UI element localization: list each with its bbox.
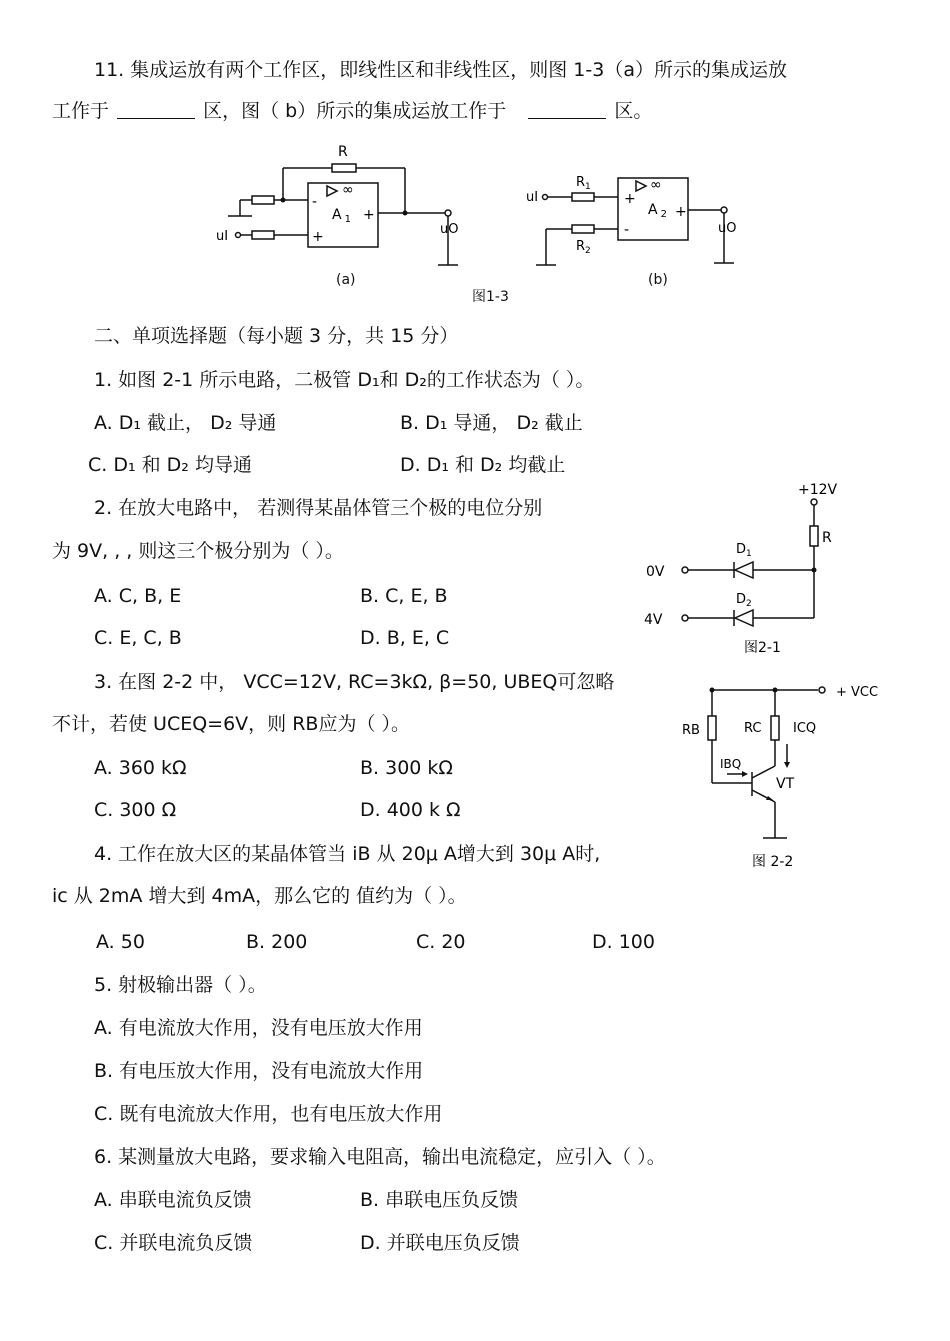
resistor-r-2-1 [810, 526, 818, 546]
label-ui-a: uI [216, 229, 229, 244]
q4-option-b[interactable]: B. 200 [246, 931, 308, 953]
label-plus-b: + [624, 191, 636, 207]
q3-stem-line1: 3. 在图 2-2 中， VCC=12V, RC=3kΩ, β=50, UBEQ可忽略 [94, 671, 615, 693]
label-minus-b: - [624, 222, 630, 238]
resistor-rb [708, 716, 716, 740]
label-a2: A $_2$ [648, 202, 667, 220]
q1-option-a[interactable]: A. D₁ 截止， D₂ 导通 [94, 412, 277, 434]
label-uo-b: uO [718, 221, 737, 236]
figure-2-2 [670, 678, 890, 878]
label-icq: ICQ [793, 721, 817, 736]
caption-a: (a) [336, 272, 356, 288]
label-vcc: + VCC [836, 685, 879, 700]
q2-option-c[interactable]: C. E, C, B [94, 627, 182, 649]
diode-d2 [735, 610, 753, 626]
resistor-r1 [572, 193, 594, 201]
figure-2-1 [638, 478, 858, 663]
caption-b: (b) [648, 272, 668, 288]
q3-option-a[interactable]: A. 360 kΩ [94, 757, 187, 779]
q3-option-c[interactable]: C. 300 Ω [94, 799, 177, 821]
q11-line2-part1: 工作于 [52, 100, 110, 122]
label-12v: +12V [798, 482, 838, 498]
q6-stem: 6. 某测量放大电路，要求输入电阻高，输出电流稳定，应引入（ ）。 [94, 1146, 666, 1168]
q3-option-d[interactable]: D. 400 k Ω [360, 799, 461, 821]
q1-option-b[interactable]: B. D₁ 导通， D₂ 截止 [400, 412, 583, 434]
label-r-2-1: R [822, 530, 832, 546]
label-plus-a: + [312, 229, 324, 245]
q4-option-a[interactable]: A. 50 [96, 931, 145, 953]
caption-fig-2-2: 图 2-2 [752, 854, 794, 870]
q5-stem: 5. 射极输出器（ ）。 [94, 974, 267, 996]
label-a1: A $_1$ [332, 207, 351, 225]
resistor-r-input-a [252, 196, 274, 204]
label-out-plus-b: + [675, 204, 687, 220]
label-uo-a: uO [440, 222, 459, 237]
label-r2: $R_2$ [576, 239, 591, 256]
label-r1: $R_1$ [576, 175, 591, 192]
label-ui-b: uI [526, 190, 539, 205]
q11-line2 [52, 99, 652, 123]
resistor-r-feedback-a [332, 164, 356, 172]
section-2-title: 二、单项选择题（每小题 3 分，共 15 分） [94, 325, 459, 347]
label-infinity-a: ∞ [342, 182, 354, 198]
label-r: R [338, 144, 348, 160]
q2-option-d[interactable]: D. B, E, C [360, 627, 450, 649]
q4-stem-line1: 4. 工作在放大区的某晶体管当 iB 从 20μ A增大到 30μ A时, [94, 843, 601, 865]
q1-stem: 1. 如图 2-1 所示电路，二极管 D₁和 D₂的工作状态为（ ）。 [94, 369, 595, 391]
answer-blank-b[interactable] [528, 100, 606, 119]
label-d2: $D_2$ [736, 592, 752, 609]
q1-option-d[interactable]: D. D₁ 和 D₂ 均截止 [400, 454, 566, 476]
resistor-r2 [572, 225, 594, 233]
q3-stem-line2: 不计，若使 UCEQ=6V，则 RB应为（ ）。 [52, 713, 410, 735]
q11-line1: 11. 集成运放有两个工作区，即线性区和非线性区，则图 1-3（a）所示的集成运放 [94, 59, 787, 81]
answer-blank-a[interactable] [117, 100, 195, 119]
label-minus-a: - [312, 194, 318, 210]
diode-d1 [735, 562, 753, 578]
q6-option-a[interactable]: A. 串联电流负反馈 [94, 1189, 252, 1211]
resistor-r-bias-a [252, 231, 274, 239]
q11-line2-part2: 区，图（ b）所示的集成运放工作于 [203, 100, 507, 122]
q2-option-a[interactable]: A. C, B, E [94, 585, 182, 607]
label-rb: RB [682, 723, 700, 738]
q2-option-b[interactable]: B. C, E, B [360, 585, 448, 607]
q5-option-b[interactable]: B. 有电压放大作用，没有电流放大作用 [94, 1060, 424, 1082]
q1-option-c[interactable]: C. D₁ 和 D₂ 均导通 [88, 454, 252, 476]
q2-stem-line2: 为 9V, , , 则这三个极分别为（ ）。 [52, 540, 344, 562]
q6-option-c[interactable]: C. 并联电流负反馈 [94, 1232, 253, 1254]
label-rc: RC [744, 721, 762, 736]
label-vt: VT [776, 776, 795, 792]
label-infinity-b: ∞ [650, 177, 662, 193]
q4-stem-line2: ic 从 2mA 增大到 4mA，那么它的 值约为（ ）。 [52, 885, 467, 907]
q3-option-b[interactable]: B. 300 kΩ [360, 757, 453, 779]
q5-option-c[interactable]: C. 既有电流放大作用，也有电压放大作用 [94, 1103, 443, 1125]
caption-fig-1-3: 图1-3 [472, 289, 509, 305]
label-4v: 4V [644, 612, 663, 628]
label-ibq: IBQ [720, 757, 742, 771]
resistor-rc [771, 716, 779, 740]
q4-option-c[interactable]: C. 20 [416, 931, 466, 953]
q4-option-d[interactable]: D. 100 [592, 931, 655, 953]
q6-option-d[interactable]: D. 并联电压负反馈 [360, 1232, 520, 1254]
q2-stem-line1: 2. 在放大电路中， 若测得某晶体管三个极的电位分别 [94, 497, 543, 519]
q6-option-b[interactable]: B. 串联电压负反馈 [360, 1189, 519, 1211]
figure-1-3b [522, 170, 752, 280]
q11-line2-part3: 区。 [614, 100, 653, 122]
label-out-plus-a: + [363, 207, 375, 223]
caption-fig-2-1: 图2-1 [744, 640, 781, 656]
q5-option-a[interactable]: A. 有电流放大作用，没有电压放大作用 [94, 1017, 423, 1039]
label-d1: $D_1$ [736, 542, 752, 559]
label-0v: 0V [646, 564, 665, 580]
